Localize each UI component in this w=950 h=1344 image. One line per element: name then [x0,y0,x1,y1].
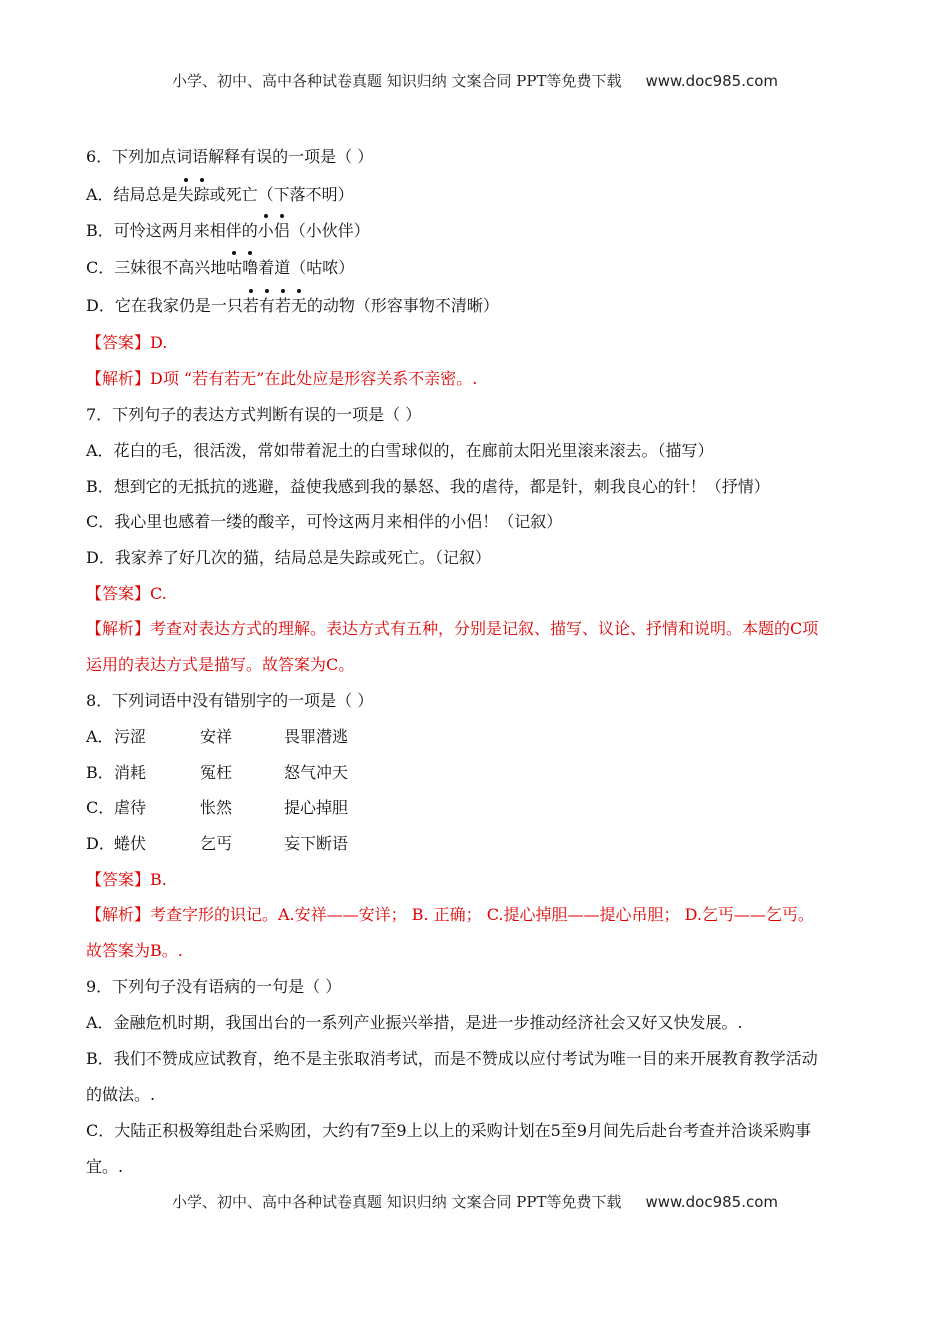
q7-analysis-2: 运用的表达方式是描写。故答案为C。 [86,655,355,674]
q7-answer: 【答案】C. [86,584,167,603]
q6-answer: 【答案】D. [86,333,168,352]
q7-option-b: B．想到它的无抵抗的逃避，益使我感到我的暴怒、我的虐待，都是针，刺我良心的针！（抒情） [86,477,770,496]
q9-option-c-line1: C．大陆正积极筹组赴台采购团，大约有7至9上以上的采购计划在5至9月间先后赴台考查并洽谈采购事 [86,1121,811,1140]
header-url[interactable]: www.doc985.com [645,72,779,90]
q7-analysis-1: 【解析】考查对表达方式的理解。表达方式有五种，分别是记叙、描写、议论、抒情和说明。本题的C项 [86,619,819,638]
q8-stem: 8．下列词语中没有错别字的一项是（ ） [86,691,374,710]
q9-option-b-line2: 的做法。. [86,1085,156,1104]
q8-answer: 【答案】B. [86,870,167,889]
q8-option-c: C． 虐待 怅然 提心掉胆 [86,798,349,817]
q6-option-a: A．结局总是失踪或死亡（下落不明） [86,185,354,204]
q8-analysis-2: 故答案为B。. [86,941,183,960]
q8-option-b: B． 消耗 冤枉 怒气冲天 [86,763,349,782]
q7-stem: 7．下列句子的表达方式判断有误的一项是（ ） [86,405,422,424]
q8-option-d: D． 蜷伏 乞丐 妄下断语 [86,834,349,853]
q7-option-d: D．我家养了好几次的猫，结局总是失踪或死亡。（记叙） [86,548,491,567]
q6-analysis: 【解析】D项 “若有若无”在此处应是形容关系不亲密。. [86,369,478,388]
q8-option-a: A． 污涩 安祥 畏罪潜逃 [86,727,349,746]
q9-option-c-line2: 宜。. [86,1157,124,1176]
page-header [0,70,950,91]
footer-url[interactable]: www.doc985.com [645,1193,779,1211]
header-text: 小学、初中、高中各种试卷真题 知识归纳 文案合同 PPT等免费下载 [171,72,622,90]
footer-text: 小学、初中、高中各种试卷真题 知识归纳 文案合同 PPT等免费下载 [171,1193,622,1211]
q8-analysis-1: 【解析】考查字形的识记。A.安祥——安详； B. 正确； C.提心掉胆——提心吊胆； D.乞丐——乞丐。 [86,905,814,924]
q9-stem: 9．下列句子没有语病的一句是（ ） [86,977,342,996]
q7-option-a: A．花白的毛，很活泼，常如带着泥土的白雪球似的，在廊前太阳光里滚来滚去。（描写） [86,441,714,460]
q6-option-c: C．三妹很不高兴地咕噜着道（咕哝） [86,258,355,277]
q9-option-a: A．金融危机时期，我国出台的一系列产业振兴举措，是进一步推动经济社会又好又快发展。. [86,1013,743,1032]
q7-option-c: C．我心里也感着一缕的酸辛，可怜这两月来相伴的小侣！（记叙） [86,512,563,531]
page-footer [0,1191,950,1212]
q9-option-b-line1: B．我们不赞成应试教育，绝不是主张取消考试，而是不赞成以应付考试为唯一目的来开展教育教学活动 [86,1049,818,1068]
q6-option-b: B．可怜这两月来相伴的小侣（小伙伴） [86,221,370,240]
q6-option-d: D．它在我家仍是一只若有若无的动物（形容事物不清晰） [86,296,499,315]
q6-stem: 6．下列加点词语解释有误的一项是（ ） [86,147,374,166]
